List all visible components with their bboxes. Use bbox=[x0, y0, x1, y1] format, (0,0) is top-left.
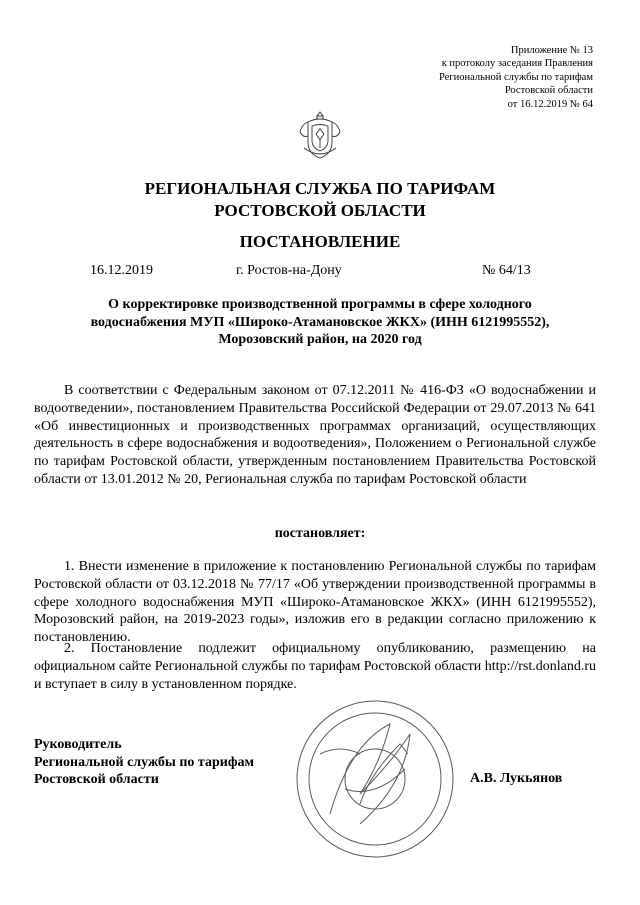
document-place: г. Ростов-на-Дону bbox=[236, 263, 342, 278]
appendix-line: Приложение № 13 bbox=[510, 45, 593, 56]
appendix-line: от 16.12.2019 № 64 bbox=[507, 98, 593, 110]
document-number: № 64/13 bbox=[482, 263, 531, 278]
appendix-line: Региональной службы по тарифам bbox=[438, 71, 593, 83]
coat-of-arms-icon bbox=[298, 108, 342, 164]
appendix-line: к протоколу заседания Правления bbox=[441, 58, 593, 70]
signatory-title-line: Региональной службы по тарифам bbox=[34, 754, 255, 770]
signatory-title-line: Руководитель bbox=[34, 737, 122, 752]
resolves-heading: постановляет: bbox=[274, 526, 366, 541]
document-date: 16.12.2019 bbox=[90, 263, 153, 278]
subject-line: водоснабжения МУП «Широко-Атамановское ЖКХ» (ИНН 6121995552), bbox=[90, 314, 550, 330]
official-seal-stamp-icon bbox=[290, 694, 460, 864]
item-2-paragraph: 2. Постановление подлежит официальному опубликованию, размещению на официальном сайте Региональной службы по тарифам Ростовской области http://rst.donland.ru и вступает в силу в установленном порядке. bbox=[34, 641, 596, 692]
organization-title bbox=[0, 178, 640, 222]
item-1-paragraph: 1. Внести изменение в приложение к постановлению Региональной службы по тарифам Ростовской области от 03.12.2018 № 77/17 «Об утверждении производственной программы в сфере холодного водоснабжения МУП «Широко-Атамановское ЖКХ» (ИНН 6121995552), Морозовский район, на 2019-2023 годы», изложив его в редакции согласно приложению к постановлению. bbox=[34, 559, 596, 646]
organization-title-line2: РОСТОВСКОЙ ОБЛАСТИ bbox=[214, 201, 426, 220]
signatory-title-line: Ростовской области bbox=[34, 772, 159, 788]
preamble-paragraph: В соответствии с Федеральным законом от 07.12.2011 № 416-ФЗ «О водоснабжении и водоотведении», постановлением Правительства Российской Федерации от 29.07.2013 № 641 «Об инвестиционных и производственных программах организаций, осуществляющих деятельность в сфере водоснабжения и водоотведения», Положением о Региональной службе по тарифам Ростовской области, утвержденным постановлением Правительства Ростовской области от 13.01.2012 № 20, Региональная служба по тарифам Ростовской области bbox=[34, 383, 596, 487]
signatory-title bbox=[34, 736, 254, 789]
document-subject bbox=[50, 296, 590, 349]
signatory-name: А.В. Лукьянов bbox=[470, 771, 563, 786]
organization-title-line1: РЕГИОНАЛЬНАЯ СЛУЖБА ПО ТАРИФАМ bbox=[144, 179, 496, 198]
subject-line: Морозовский район, на 2020 год bbox=[218, 332, 422, 347]
appendix-note bbox=[373, 44, 593, 111]
document-type: ПОСТАНОВЛЕНИЕ bbox=[239, 232, 401, 251]
subject-line: О корректировке производственной программы в сфере холодного bbox=[108, 297, 532, 312]
appendix-line: Ростовской области bbox=[504, 85, 593, 97]
